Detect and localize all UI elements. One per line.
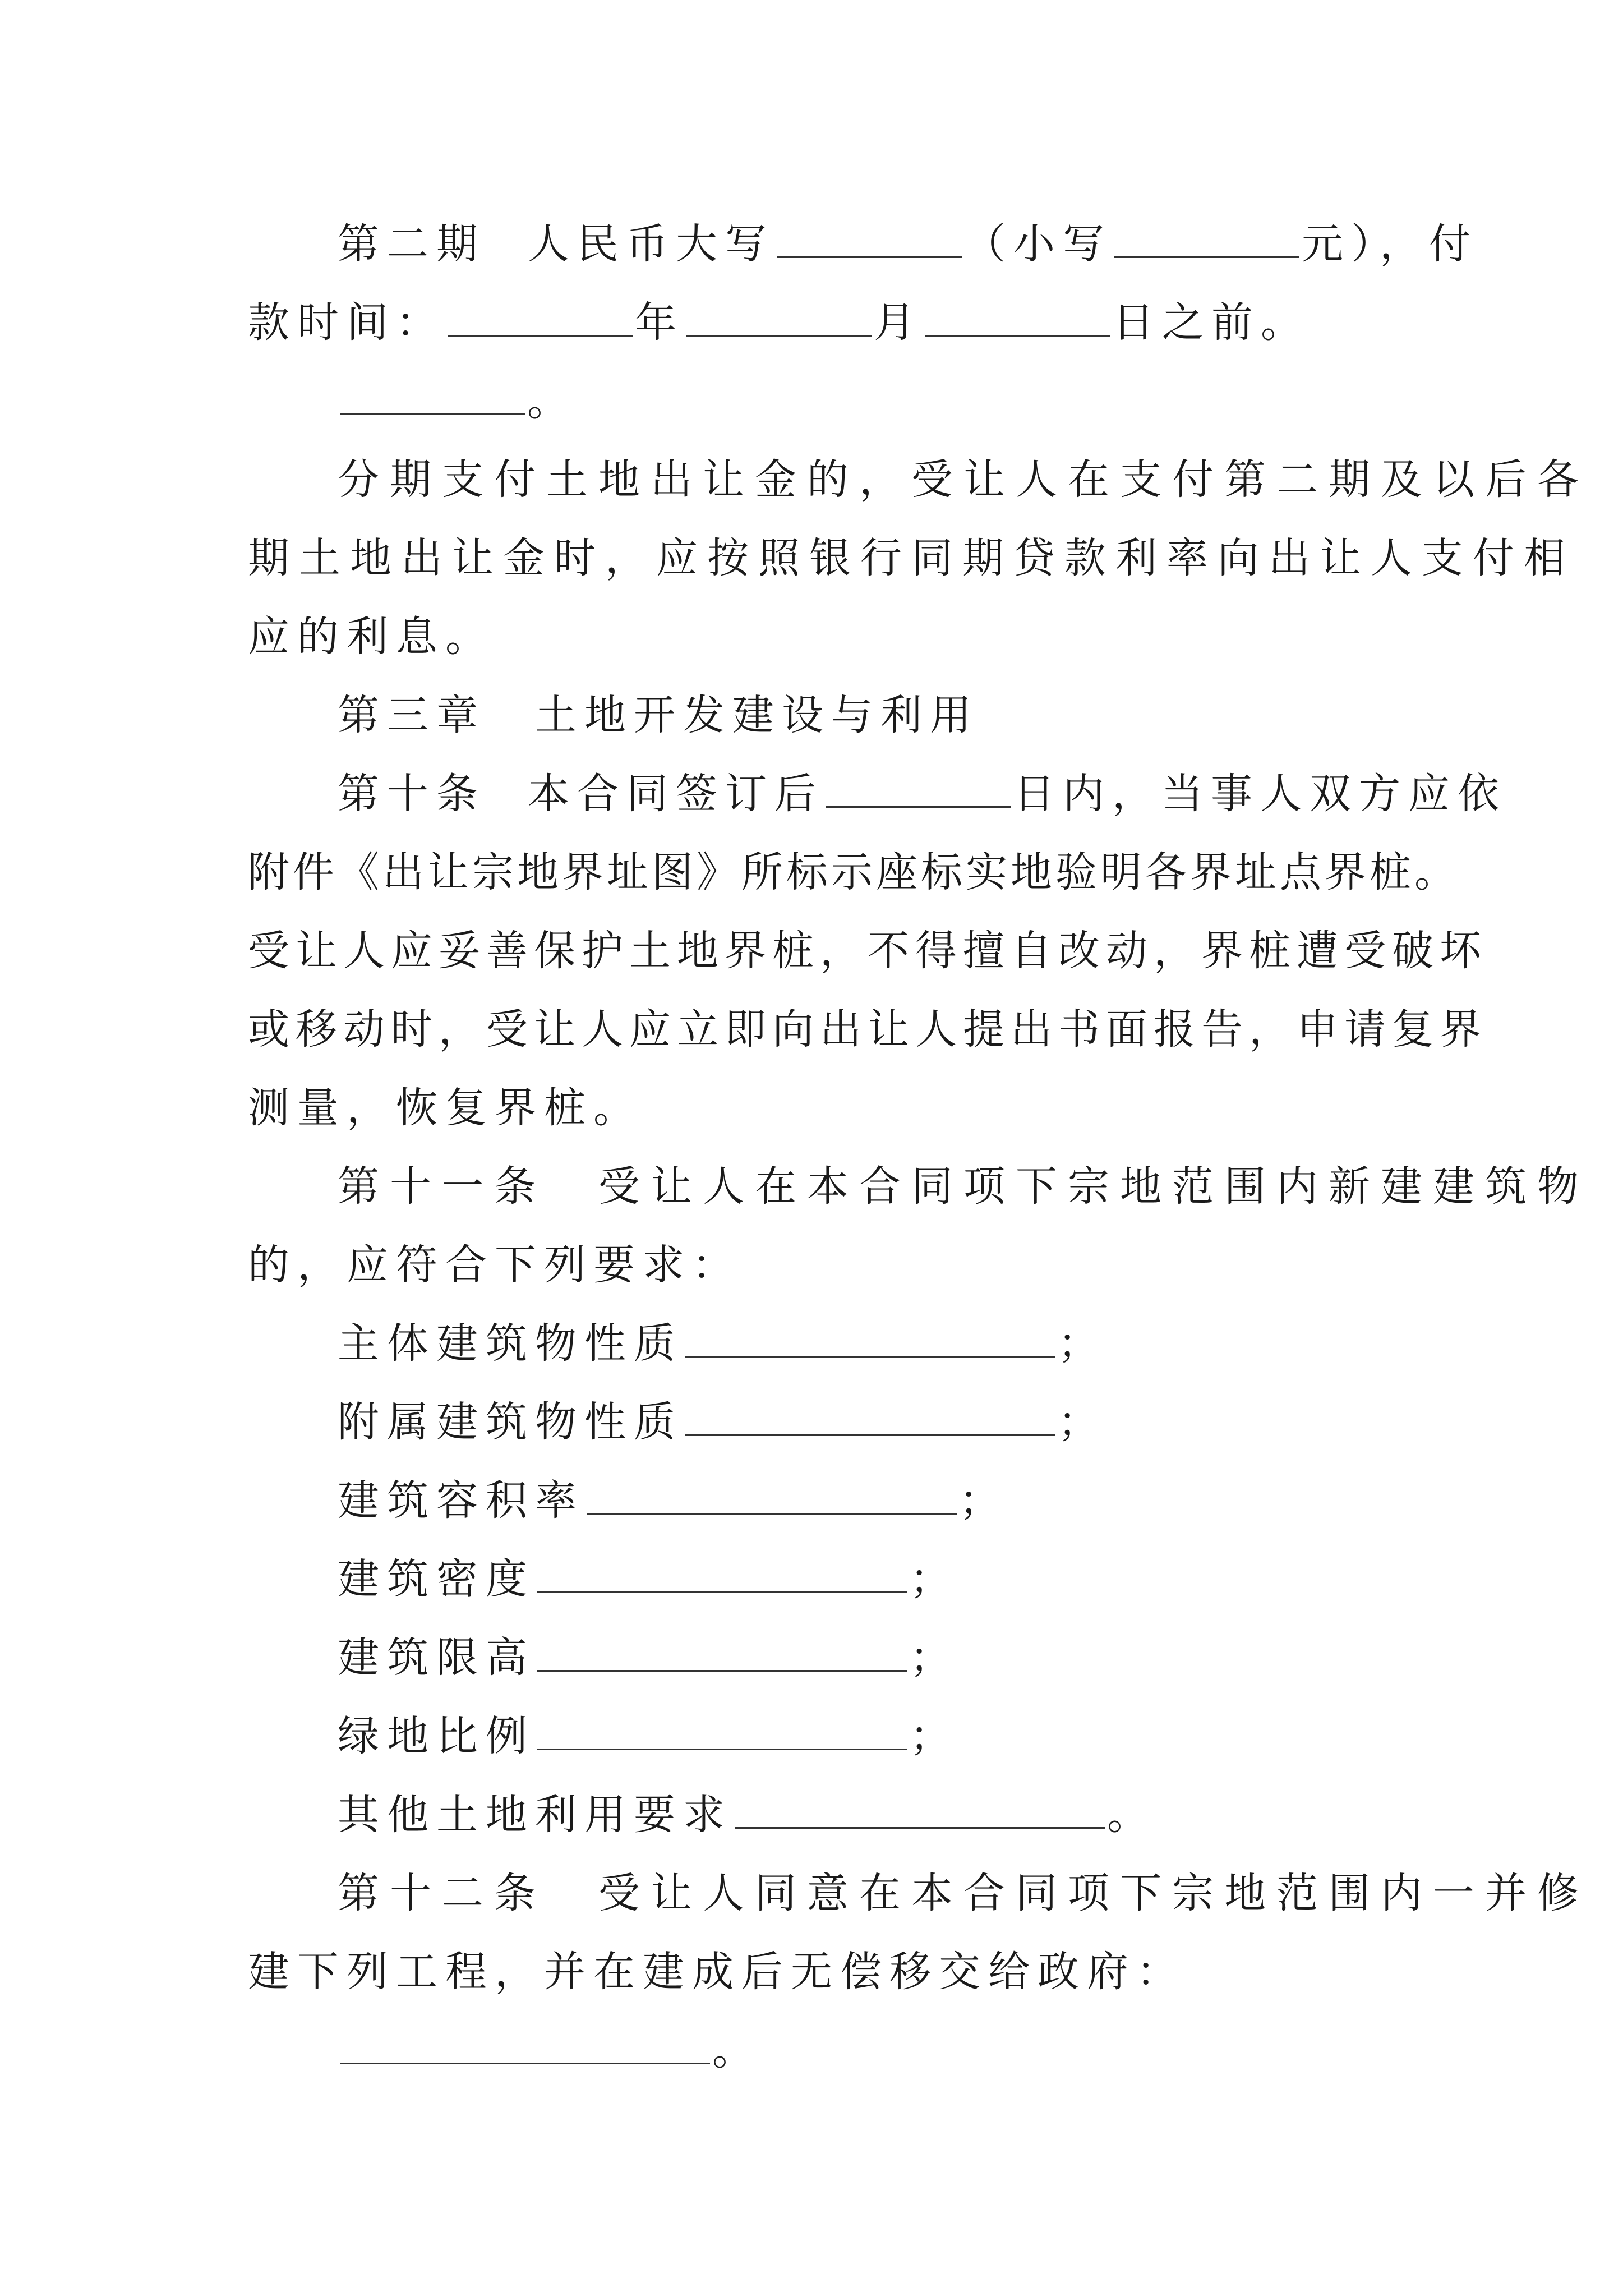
article-12-text-2: 建下列工程，并在建成后无偿移交给政府： [248, 1948, 1186, 1996]
year-label: 年 [635, 298, 684, 347]
requirement-item [338, 1551, 959, 1607]
extra-blank[interactable] [340, 374, 525, 415]
interest-paragraph-line-2 [248, 530, 1575, 586]
article-12-line-1 [338, 1865, 1589, 1921]
installment-2-line-2 [248, 295, 1310, 351]
height-limit-blank[interactable] [537, 1631, 907, 1672]
article-10-text-3: 受让人应妥善保护土地界桩，不得擅自改动，界桩遭受破坏 [248, 927, 1487, 975]
article-10-line-2 [248, 844, 1459, 900]
requirement-item [338, 1473, 1008, 1529]
article-10-text-2: 附件《出让宗地界址图》所标示座标实地验明各界址点界桩。 [248, 848, 1459, 896]
requirement-item [338, 1708, 959, 1764]
days-blank[interactable] [826, 767, 1011, 808]
floor-area-ratio-label: 建筑容积率 [338, 1476, 584, 1525]
chapter-3-title: 第三章 土地开发建设与利用 [338, 691, 979, 739]
requirement-item [338, 1315, 1107, 1372]
article-11-text-2: 的，应符合下列要求： [248, 1241, 741, 1289]
article-10-line-5 [248, 1080, 643, 1136]
article-10-line-4 [248, 1001, 1487, 1057]
article-10-text-4: 或移动时，受让人应立即向出让人提出书面报告，申请复界 [248, 1005, 1487, 1053]
requirement-item [338, 1630, 959, 1686]
lowercase-open: （小写 [964, 220, 1113, 268]
auxiliary-building-nature-label: 附属建筑物性质 [338, 1398, 683, 1446]
article-10-line-3 [248, 923, 1487, 979]
interest-text-3: 应的利息。 [248, 613, 495, 661]
public-works-blank[interactable] [340, 2023, 710, 2064]
requirement-item [338, 1394, 1107, 1450]
rmb-uppercase-label: 人民币大写 [528, 220, 775, 268]
year-blank[interactable] [448, 296, 633, 337]
article-10-text-a: 本合同签订后 [528, 770, 824, 818]
month-blank[interactable] [686, 296, 872, 337]
article-11-line-2 [248, 1237, 741, 1293]
height-limit-label: 建筑限高 [338, 1634, 535, 1682]
article-10-text-5: 测量，恢复界桩。 [248, 1084, 643, 1132]
period: 。 [712, 2026, 762, 2074]
article-10-line-1 [338, 766, 1507, 822]
day-before-label: 日之前。 [1113, 298, 1310, 347]
building-density-label: 建筑密度 [338, 1555, 535, 1603]
interest-text-2: 期土地出让金时，应按照银行同期贷款利率向出让人支付相 [248, 534, 1575, 582]
floor-area-ratio-blank[interactable] [587, 1474, 957, 1515]
blank-paragraph [338, 373, 577, 429]
semicolon: ； [1058, 1319, 1107, 1368]
building-density-blank[interactable] [537, 1552, 907, 1593]
yuan-text: 元），付 [1302, 220, 1479, 268]
chapter-3-heading [338, 687, 979, 743]
article-12-text-1: 第十二条 受让人同意在本合同项下宗地范围内一并修 [338, 1869, 1589, 1917]
article-10-label: 第十条 [338, 770, 486, 818]
installment-label: 第二期 [338, 220, 486, 268]
green-ratio-label: 绿地比例 [338, 1712, 535, 1760]
article-11-text-1: 第十一条 受让人在本合同项下宗地范围内新建建筑物 [338, 1162, 1589, 1211]
rmb-uppercase-blank[interactable] [777, 217, 962, 258]
other-requirements-label: 其他土地利用要求 [338, 1791, 732, 1839]
semicolon: ； [959, 1476, 1008, 1525]
other-requirements-blank[interactable] [735, 1788, 1105, 1829]
semicolon: ； [910, 1712, 959, 1760]
main-building-nature-blank[interactable] [685, 1317, 1055, 1358]
interest-paragraph-line-1 [338, 452, 1589, 508]
interest-paragraph-line-3 [248, 609, 495, 665]
semicolon: ； [910, 1634, 959, 1682]
rmb-lowercase-blank[interactable] [1114, 217, 1299, 258]
green-ratio-blank[interactable] [537, 1709, 907, 1750]
interest-text-1: 分期支付土地出让金的，受让人在支付第二期及以后各 [338, 455, 1589, 504]
auxiliary-building-nature-blank[interactable] [685, 1395, 1055, 1436]
month-label: 月 [874, 298, 923, 347]
semicolon: ； [910, 1555, 959, 1603]
article-12-line-2 [248, 1944, 1186, 2000]
article-12-blank-line [338, 2022, 762, 2078]
main-building-nature-label: 主体建筑物性质 [338, 1319, 683, 1368]
payment-time-label: 款时间： [248, 298, 445, 347]
day-blank[interactable] [925, 296, 1110, 337]
installment-2-line-1 [338, 216, 1478, 272]
article-11-line-1 [338, 1158, 1589, 1214]
article-10-text-b: 日内，当事人双方应依 [1013, 770, 1507, 818]
period: 。 [527, 377, 577, 425]
requirement-item [338, 1787, 1156, 1843]
period: 。 [1107, 1791, 1156, 1839]
semicolon: ； [1058, 1398, 1107, 1446]
